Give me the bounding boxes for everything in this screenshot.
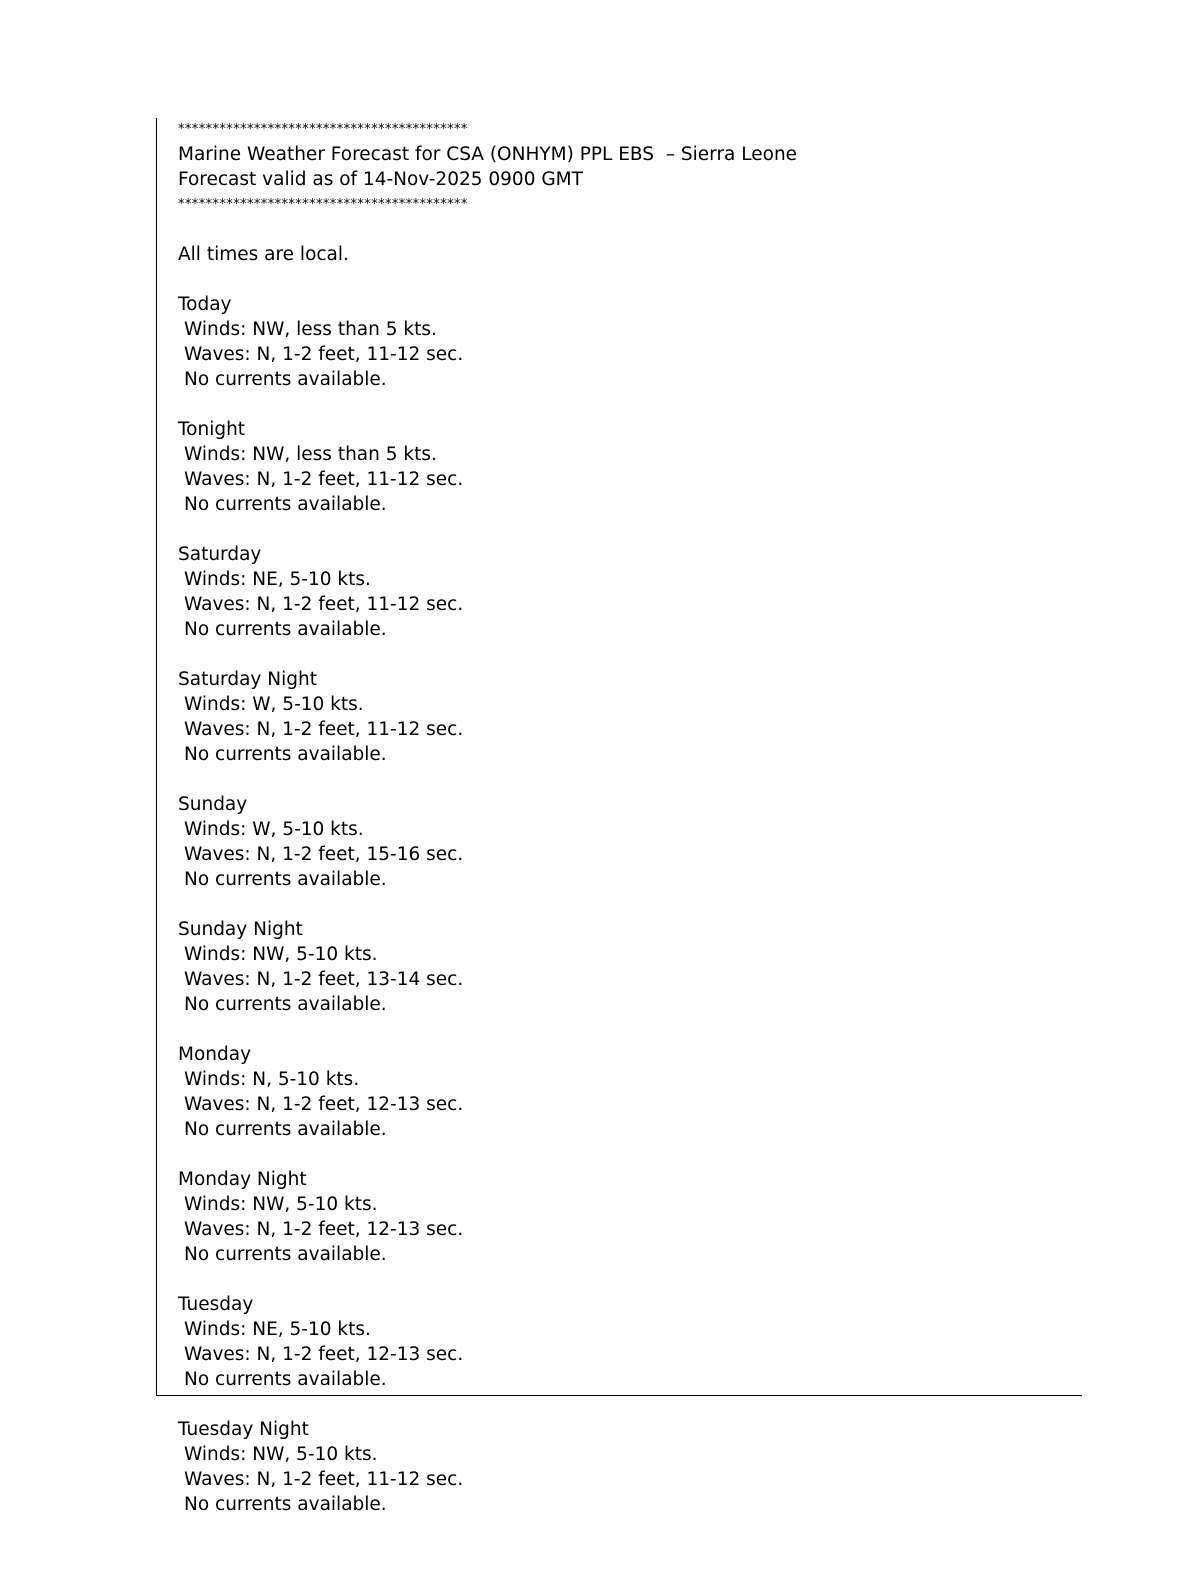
times-note: All times are local. bbox=[178, 244, 349, 265]
period-name: Tonight bbox=[178, 419, 246, 440]
period-name: Saturday bbox=[178, 544, 262, 565]
period-winds: Winds: NE, 5-10 kts. bbox=[184, 1319, 371, 1340]
period-winds: Winds: NW, 5-10 kts. bbox=[184, 1444, 378, 1465]
forecast-title: Marine Weather Forecast for CSA (ONHYM) PPL EBS – Sierra Leone bbox=[178, 144, 798, 165]
period-winds: Winds: W, 5-10 kts. bbox=[184, 694, 364, 715]
forecast-period bbox=[178, 1167, 1078, 1267]
forecast-period bbox=[178, 292, 1078, 392]
period-waves: Waves: N, 1-2 feet, 11-12 sec. bbox=[184, 594, 464, 615]
forecast-period bbox=[178, 792, 1078, 892]
period-name: Monday Night bbox=[178, 1169, 307, 1190]
period-winds: Winds: NW, less than 5 kts. bbox=[184, 444, 437, 465]
period-winds: Winds: N, 5-10 kts. bbox=[184, 1069, 360, 1090]
period-waves: Waves: N, 1-2 feet, 11-12 sec. bbox=[184, 344, 464, 365]
forecast-period bbox=[178, 1042, 1078, 1142]
period-currents: No currents available. bbox=[184, 369, 387, 390]
period-waves: Waves: N, 1-2 feet, 11-12 sec. bbox=[184, 469, 464, 490]
header-stars-top: ****************************************** bbox=[178, 122, 468, 137]
period-winds: Winds: NW, less than 5 kts. bbox=[184, 319, 437, 340]
period-currents: No currents available. bbox=[184, 1244, 387, 1265]
period-waves: Waves: N, 1-2 feet, 11-12 sec. bbox=[184, 1469, 464, 1490]
period-winds: Winds: NW, 5-10 kts. bbox=[184, 1194, 378, 1215]
forecast-period bbox=[178, 917, 1078, 1017]
left-border-rule bbox=[156, 118, 157, 1396]
period-waves: Waves: N, 1-2 feet, 13-14 sec. bbox=[184, 969, 464, 990]
forecast-period bbox=[178, 1417, 1078, 1517]
header-stars-bottom: ****************************************** bbox=[178, 197, 468, 212]
forecast-valid-time: Forecast valid as of 14-Nov-2025 0900 GMT bbox=[178, 169, 583, 190]
period-name: Monday bbox=[178, 1044, 252, 1065]
period-waves: Waves: N, 1-2 feet, 12-13 sec. bbox=[184, 1344, 464, 1365]
period-name: Saturday Night bbox=[178, 669, 317, 690]
period-name: Sunday Night bbox=[178, 919, 303, 940]
forecast-period bbox=[178, 542, 1078, 642]
period-currents: No currents available. bbox=[184, 1369, 387, 1390]
period-winds: Winds: NE, 5-10 kts. bbox=[184, 569, 371, 590]
period-currents: No currents available. bbox=[184, 1494, 387, 1515]
period-currents: No currents available. bbox=[184, 1119, 387, 1140]
forecast-period bbox=[178, 1292, 1078, 1392]
period-currents: No currents available. bbox=[184, 869, 387, 890]
forecast-text bbox=[178, 117, 1078, 1517]
period-waves: Waves: N, 1-2 feet, 12-13 sec. bbox=[184, 1219, 464, 1240]
period-currents: No currents available. bbox=[184, 494, 387, 515]
forecast-period bbox=[178, 417, 1078, 517]
period-currents: No currents available. bbox=[184, 744, 387, 765]
period-winds: Winds: W, 5-10 kts. bbox=[184, 819, 364, 840]
period-name: Tuesday bbox=[178, 1294, 254, 1315]
period-name: Today bbox=[178, 294, 232, 315]
period-name: Tuesday Night bbox=[178, 1419, 309, 1440]
forecast-period bbox=[178, 667, 1078, 767]
period-waves: Waves: N, 1-2 feet, 11-12 sec. bbox=[184, 719, 464, 740]
period-waves: Waves: N, 1-2 feet, 12-13 sec. bbox=[184, 1094, 464, 1115]
period-winds: Winds: NW, 5-10 kts. bbox=[184, 944, 378, 965]
period-currents: No currents available. bbox=[184, 619, 387, 640]
period-waves: Waves: N, 1-2 feet, 15-16 sec. bbox=[184, 844, 464, 865]
period-currents: No currents available. bbox=[184, 994, 387, 1015]
period-name: Sunday bbox=[178, 794, 248, 815]
